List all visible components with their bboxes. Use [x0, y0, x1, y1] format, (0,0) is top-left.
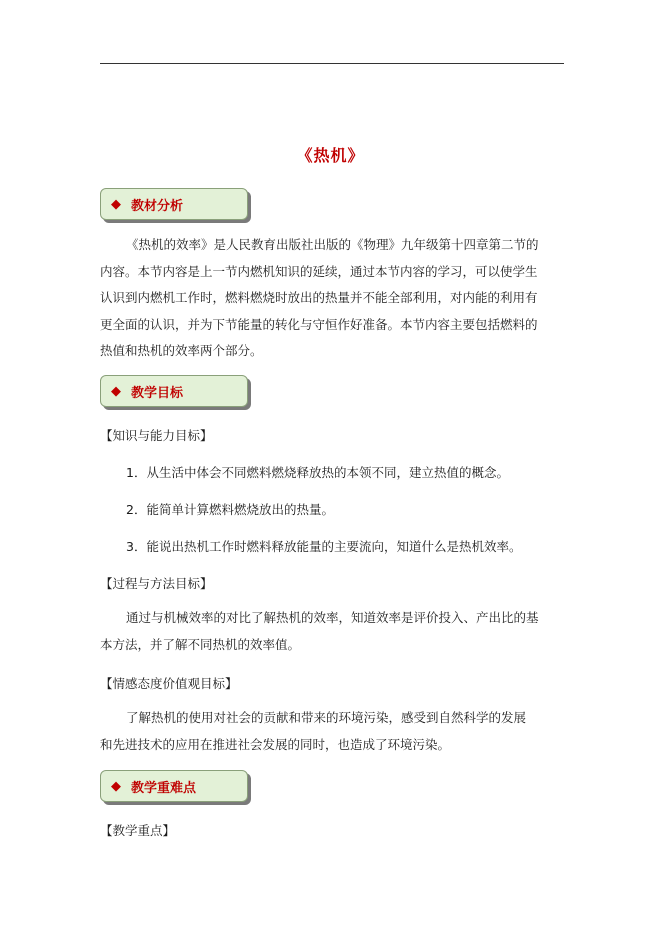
section-label: 教学重难点 [131, 780, 197, 796]
diamond-bullet-icon: ◆ [111, 383, 121, 399]
text-line: 本方法，并了解不同热机的效率值。 [100, 636, 301, 652]
knowledge-item: 2．能简单计算燃料燃烧放出的热量。 [126, 502, 334, 517]
diamond-bullet-icon: ◆ [111, 196, 121, 212]
text-line: 内容。本节内容是上一节内燃机知识的延续，通过本节内容的学习，可以使学生 [100, 263, 538, 279]
section-label: 教学目标 [131, 385, 184, 401]
diamond-bullet-icon: ◆ [111, 778, 121, 794]
process-paragraph [100, 605, 564, 658]
emotion-paragraph [100, 705, 564, 758]
section-analysis [100, 188, 248, 220]
text-line: 和先进技术的应用在推进社会发展的同时，也造成了环境污染。 [100, 736, 451, 752]
knowledge-item: 3．能说出热机工作时燃料释放能量的主要流向，知道什么是热机效率。 [126, 539, 522, 554]
text-line: 《热机的效率》是人民教育出版社出版的《物理》九年级第十四章第二节的 [126, 237, 539, 252]
analysis-paragraph [100, 232, 564, 365]
key-heading: 【教学重点】 [100, 823, 176, 838]
text-line: 更全面的认识，并为下节能量的转化与守恒作好准备。本节内容主要包括燃料的 [100, 316, 538, 332]
section-label: 教材分析 [131, 198, 184, 214]
text-line: 热值和热机的效率两个部分。 [100, 343, 263, 358]
knowledge-item: 1．从生活中体会不同燃料燃烧释放热的本领不同，建立热值的概念。 [126, 465, 509, 480]
text-line: 认识到内燃机工作时，燃料燃烧时放出的热量并不能全部利用，对内能的利用有 [100, 290, 538, 305]
section-key-points [100, 770, 248, 802]
process-heading: 【过程与方法目标】 [100, 576, 213, 591]
knowledge-heading: 【知识与能力目标】 [100, 428, 213, 443]
page-title: 《热机》 [296, 146, 365, 165]
section-goals [100, 375, 248, 407]
emotion-heading: 【情感态度价值观目标】 [100, 676, 238, 691]
text-line: 通过与机械效率的对比了解热机的效率，知道效率是评价投入、产出比的基 [126, 610, 539, 625]
text-line: 了解热机的使用对社会的贡献和带来的环境污染，感受到自然科学的发展 [126, 710, 527, 725]
header-rule [100, 63, 564, 64]
